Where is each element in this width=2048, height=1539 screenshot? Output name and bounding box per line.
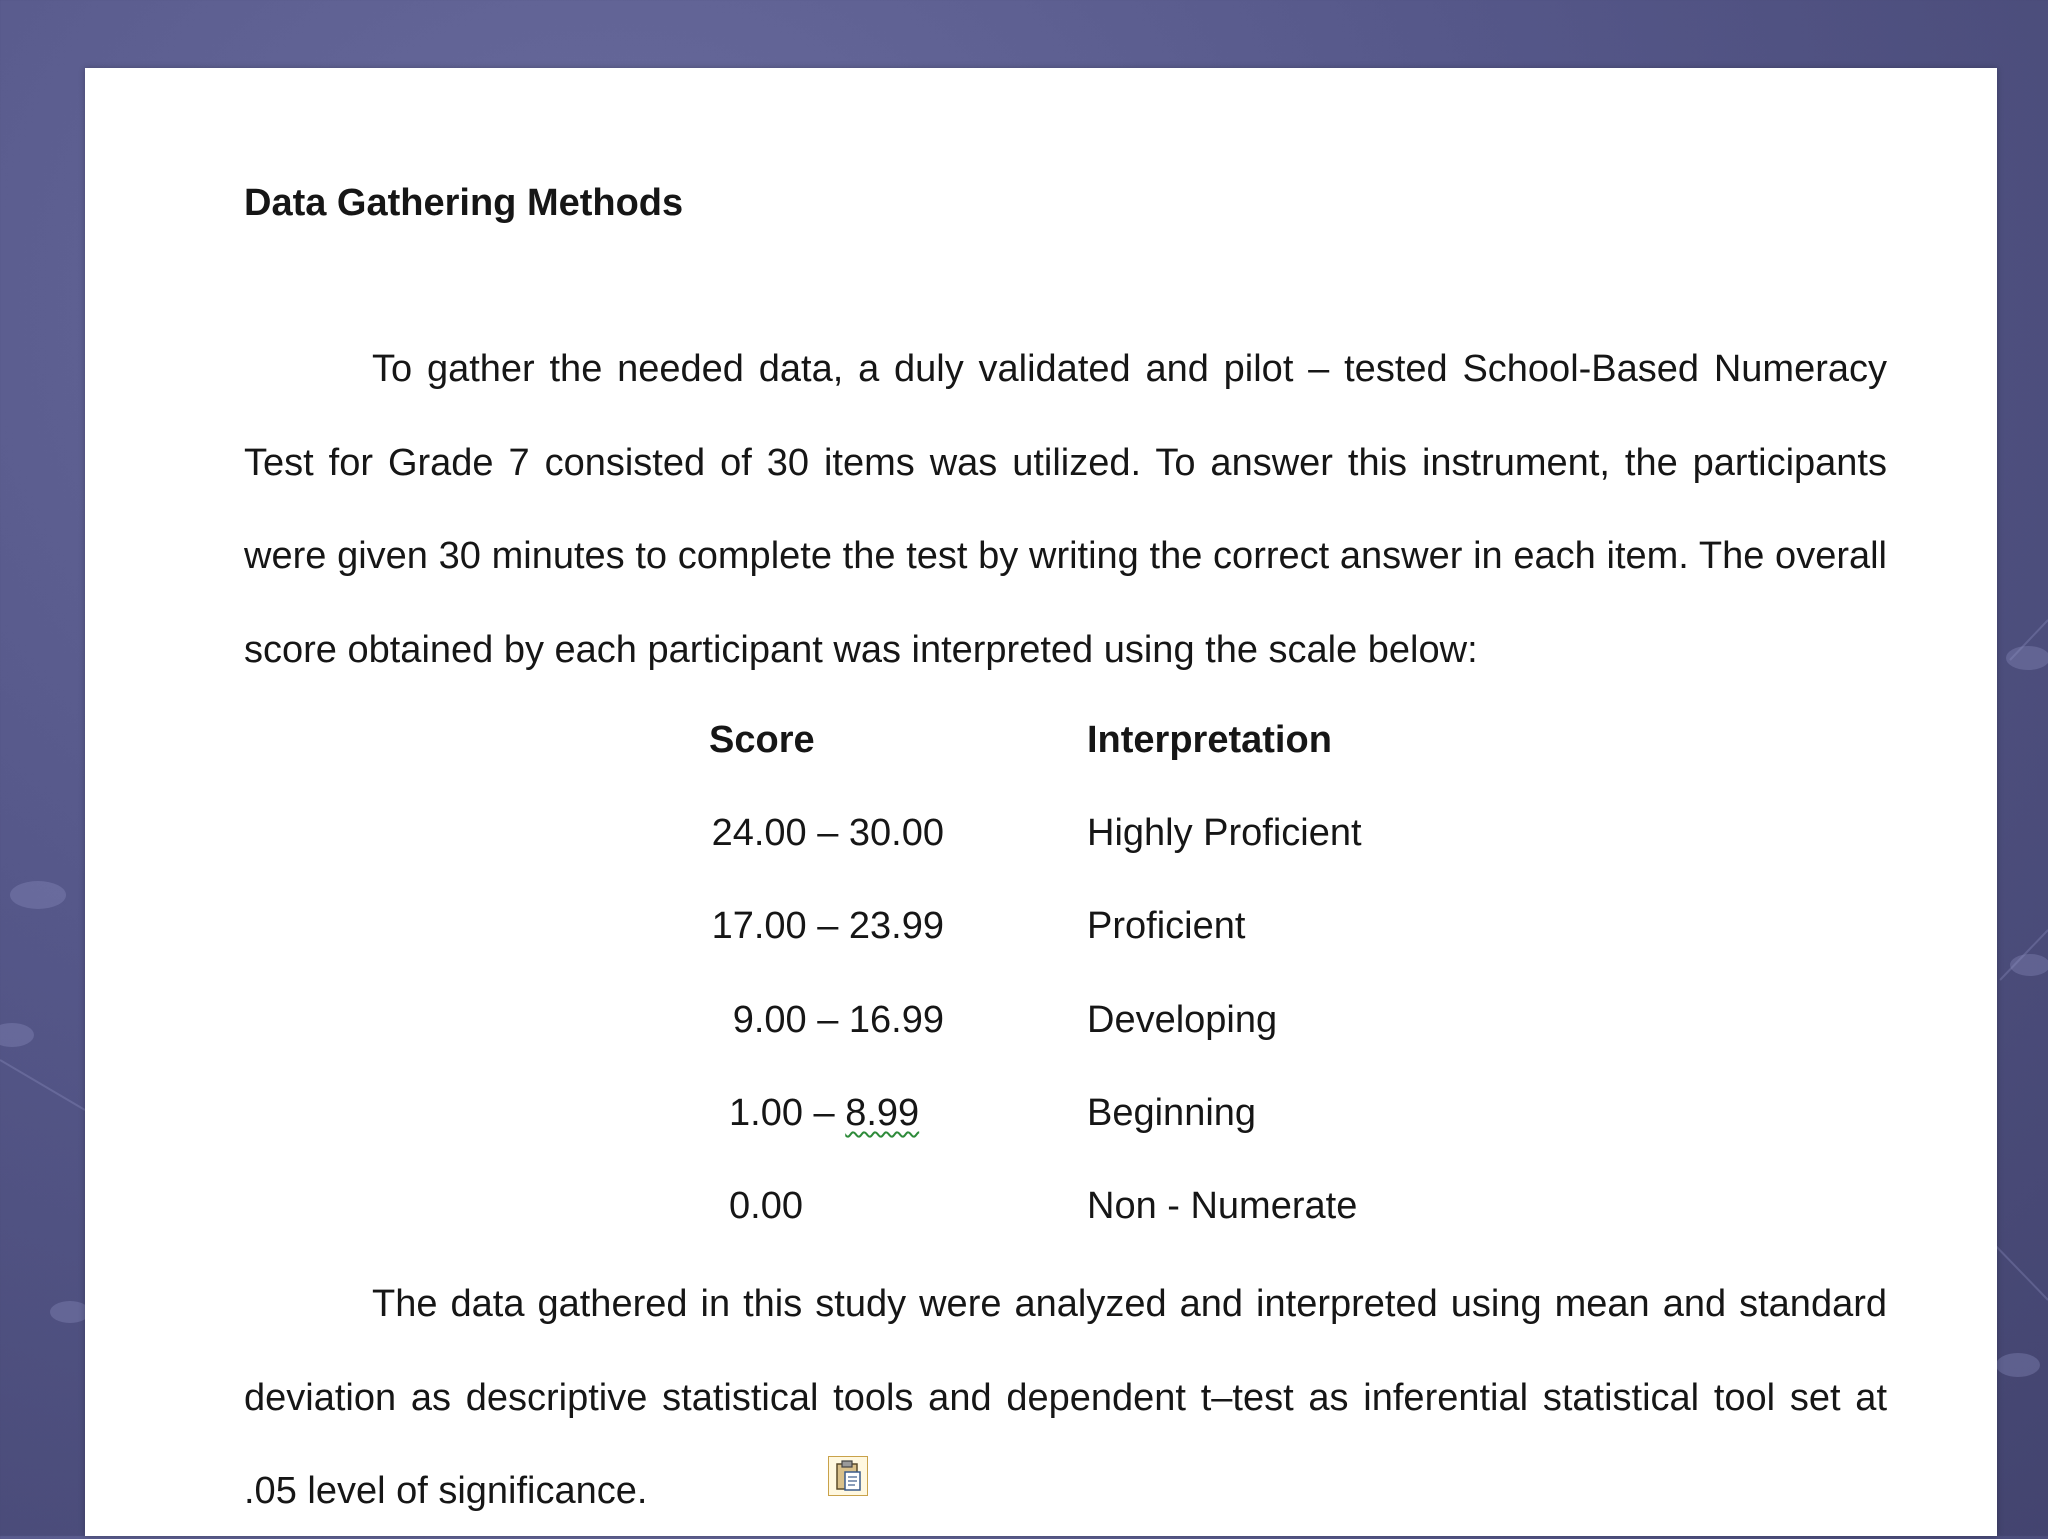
scale-score (729, 1092, 974, 1135)
scale-score: 17.00 – 23.99 (711, 905, 944, 947)
scale-score: 0.00 (729, 1185, 803, 1227)
scale-header-interpretation: Interpretation (1087, 719, 1332, 761)
spellcheck-flagged-value[interactable]: 8.99 (845, 1092, 920, 1134)
section-heading: Data Gathering Methods (244, 182, 684, 224)
document-page (85, 68, 1997, 1536)
scale-score: 9.00 – 16.99 (732, 999, 944, 1041)
scale-header-score: Score (709, 719, 815, 761)
scale-interpretation: Beginning (1087, 1092, 1257, 1134)
scale-score-start: 1.00 – (729, 1092, 846, 1134)
scale-interpretation: Highly Proficient (1087, 812, 1362, 854)
scale-score: 24.00 – 30.00 (711, 812, 944, 854)
paragraph-intro: To gather the needed data, a duly validated and pilot – tested School-Based Numeracy Test for Grade 7 consisted of 30 items was utilized. To answer this instrument, the participants were given 30 minutes to complete the test by writing the correct answer in each item. The overall score obtained by each participant was interpreted using the scale below: (244, 348, 1887, 671)
paragraph-analysis: The data gathered in this study were analyzed and interpreted using mean and standard deviation as descriptive statistical tools and dependent t–test as inferential statistical tool set at .05 level of significance. (244, 1283, 1887, 1512)
clipboard-paste-icon[interactable] (828, 1456, 868, 1496)
scale-interpretation: Proficient (1087, 905, 1246, 947)
scale-interpretation: Developing (1087, 999, 1278, 1041)
scale-interpretation: Non - Numerate (1087, 1185, 1358, 1227)
